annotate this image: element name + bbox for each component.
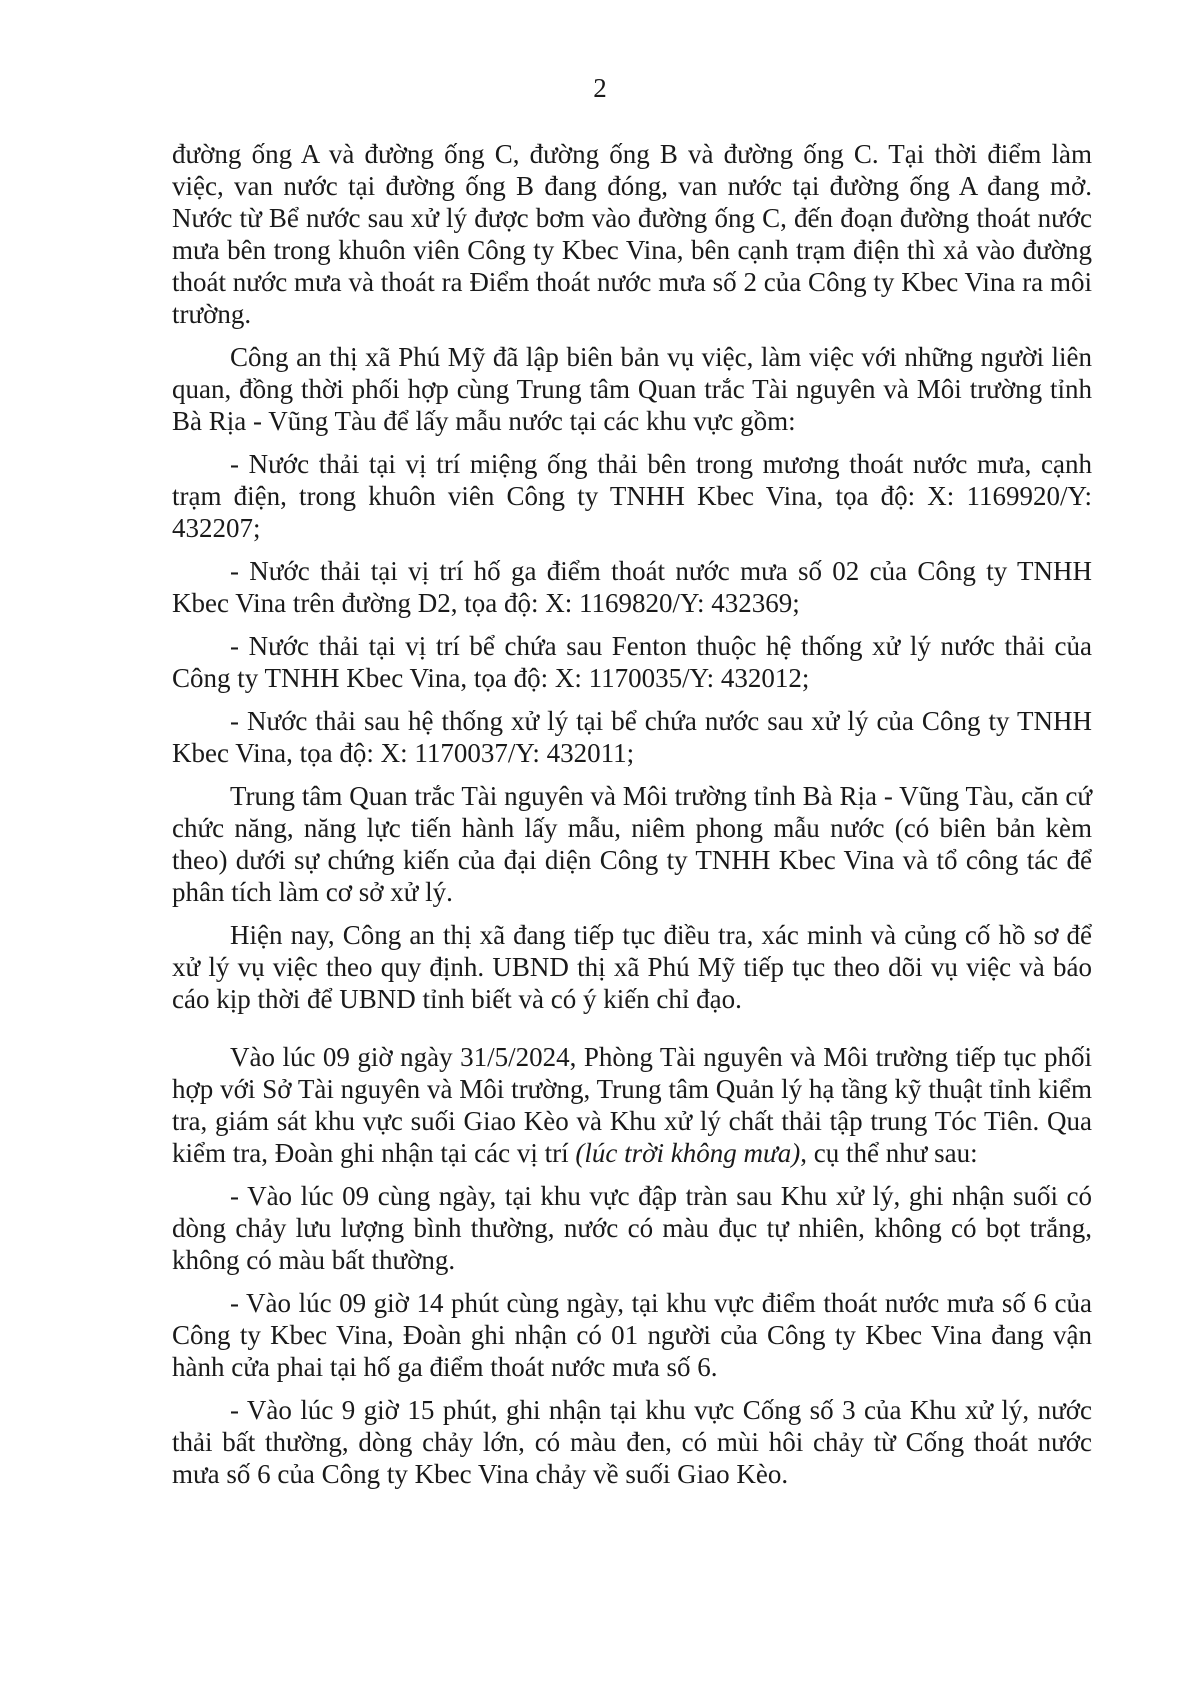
sample-point-1: - Nước thải tại vị trí miệng ống thải bên trong mương thoát nước mưa, cạnh trạm điện, trong khuôn viên Công ty TNHH Kbec Vina, tọa độ: X: 1169920/Y: 432207; — [172, 449, 1092, 543]
paragraph-current-status: Hiện nay, Công an thị xã đang tiếp tục điều tra, xác minh và củng cố hồ sơ để xử lý vụ việc theo quy định. UBND thị xã Phú Mỹ tiếp tục theo dõi vụ việc và báo cáo kịp thời để UBND tỉnh biết và có ý kiến chỉ đạo. — [172, 920, 1092, 1014]
document-body — [172, 138, 1092, 1490]
observation-1: - Vào lúc 09 cùng ngày, tại khu vực đập tràn sau Khu xử lý, ghi nhận suối có dòng chảy lưu lượng bình thường, nước có màu đục tự nhiên, không có bọt trắng, không có màu bất thường. — [172, 1181, 1092, 1275]
inspection-text-end: , cụ thể như sau: — [800, 1138, 978, 1168]
sample-point-4: - Nước thải sau hệ thống xử lý tại bể chứa nước sau xử lý của Công ty TNHH Kbec Vina, tọa độ: X: 1170037/Y: 432011; — [172, 706, 1092, 768]
sample-point-2: - Nước thải tại vị trí hố ga điểm thoát nước mưa số 02 của Công ty TNHH Kbec Vina trên đường D2, tọa độ: X: 1169820/Y: 432369; — [172, 556, 1092, 618]
sample-point-3: - Nước thải tại vị trí bể chứa sau Fenton thuộc hệ thống xử lý nước thải của Công ty TNHH Kbec Vina, tọa độ: X: 1170035/Y: 432012; — [172, 631, 1092, 693]
observation-3: - Vào lúc 9 giờ 15 phút, ghi nhận tại khu vực Cống số 3 của Khu xử lý, nước thải bất thường, dòng chảy lớn, có màu đen, có mùi hôi chảy từ Cống thoát nước mưa số 6 của Công ty Kbec Vina chảy về suối Giao Kèo. — [172, 1395, 1092, 1489]
page-number: 2 — [593, 73, 607, 103]
paragraph-monitoring-center: Trung tâm Quan trắc Tài nguyên và Môi trường tỉnh Bà Rịa - Vũng Tàu, căn cứ chức năng, năng lực tiến hành lấy mẫu, niêm phong mẫu nước (có biên bản kèm theo) dưới sự chứng kiến của đại diện Công ty TNHH Kbec Vina và tổ công tác để phân tích làm cơ sở xử lý. — [172, 781, 1092, 907]
paragraph-inspection — [172, 1041, 1092, 1169]
paragraph-police-report: Công an thị xã Phú Mỹ đã lập biên bản vụ việc, làm việc với những người liên quan, đồng thời phối hợp cùng Trung tâm Quan trắc Tài nguyên và Môi trường tỉnh Bà Rịa - Vũng Tàu để lấy mẫu nước tại các khu vực gồm: — [172, 342, 1092, 436]
paragraph-pipe-description: đường ống A và đường ống C, đường ống B và đường ống C. Tại thời điểm làm việc, van nước tại đường ống B đang đóng, van nước tại đường ống A đang mở. Nước từ Bể nước sau xử lý được bơm vào đường ống C, đến đoạn đường thoát nước mưa bên trong khuôn viên Công ty Kbec Vina, bên cạnh trạm điện thì xả vào đường thoát nước mưa và thoát ra Điểm thoát nước mưa số 2 của Công ty Kbec Vina ra môi trường. — [172, 139, 1092, 329]
observation-2: - Vào lúc 09 giờ 14 phút cùng ngày, tại khu vực điểm thoát nước mưa số 6 của Công ty Kbec Vina, Đoàn ghi nhận có 01 người của Công ty Kbec Vina đang vận hành cửa phai tại hố ga điểm thoát nước mưa số 6. — [172, 1288, 1092, 1382]
inspection-weather-note: (lúc trời không mưa) — [575, 1138, 801, 1168]
inspection-text-start: Vào lúc 09 giờ ngày 31/5/2024, Phòng Tài nguyên và Môi trường tiếp tục phối hợp với Sở Tài nguyên và Môi trường, Trung tâm Quản lý hạ tầng kỹ thuật tỉnh kiểm tra, giám sát khu vực suối Giao Kèo và Khu xử lý chất thải tập trung Tóc Tiên. Qua kiểm tra, Đoàn ghi nhận tại các vị trí — [172, 1042, 1092, 1168]
